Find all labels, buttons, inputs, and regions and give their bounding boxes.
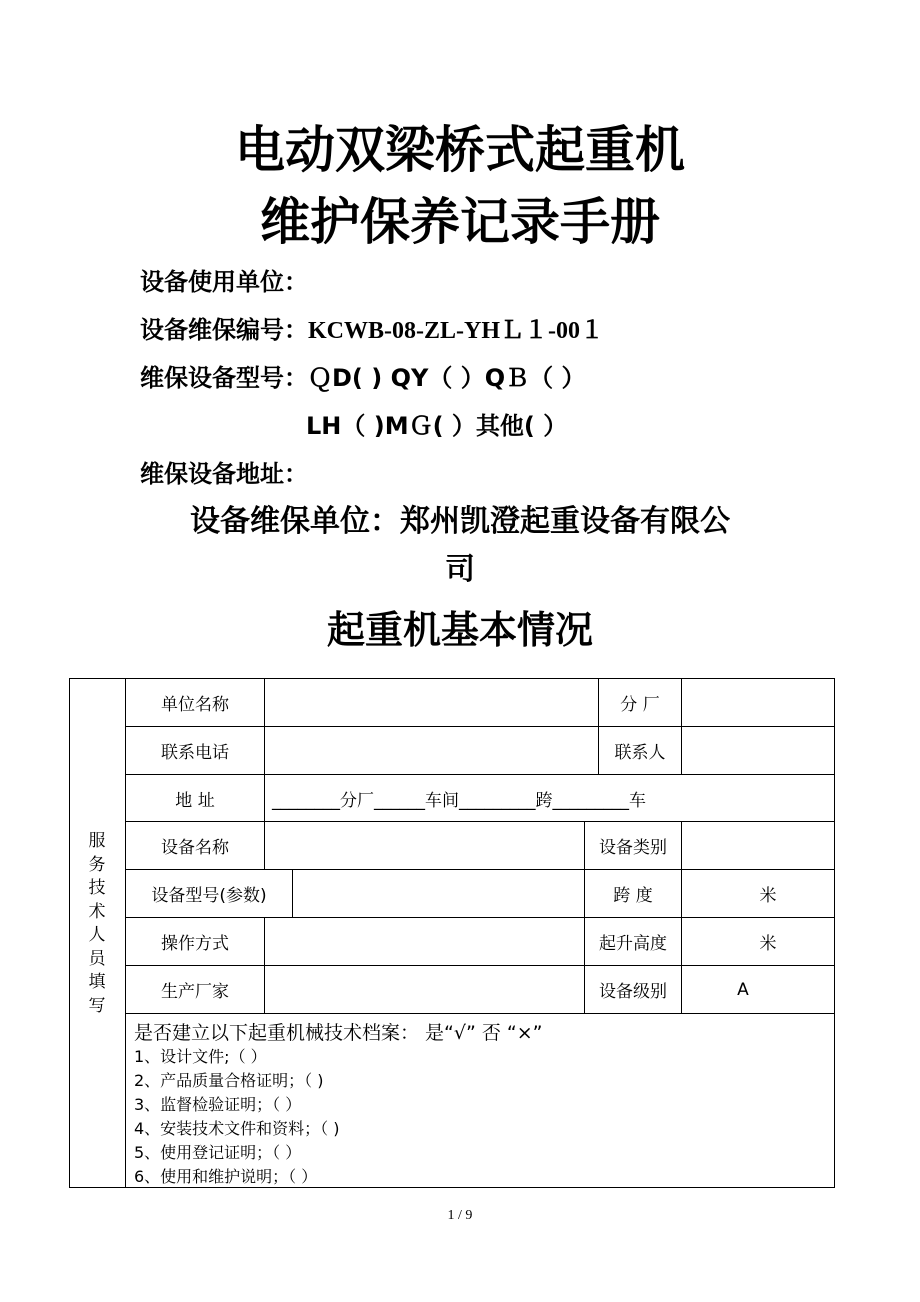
field-code <box>140 314 604 347</box>
section-title: 起重机基本情况 <box>326 608 593 652</box>
side-char: 技 <box>88 878 106 898</box>
side-label <box>70 830 124 1018</box>
checklist-title: 是否建立以下起重机械技术档案： 是“√” 否 “×” <box>134 1022 543 1044</box>
side-char: 员 <box>88 948 106 969</box>
field-address: 维保设备地址： <box>140 460 308 488</box>
row-divider <box>125 1013 835 1014</box>
col-divider <box>681 678 682 774</box>
col-divider <box>264 917 265 1013</box>
checklist-item: 1、设计文件;（ ） <box>134 1047 267 1066</box>
checklist-item: 2、产品质量合格证明；（ ) <box>134 1071 324 1090</box>
table-border-bottom <box>69 1187 835 1188</box>
lift-unit: 米 <box>759 934 777 954</box>
field-code-label: 设备维保编号： <box>140 316 308 344</box>
side-char: 服 <box>88 831 106 851</box>
checklist-item: 4、安装技术文件和资料；（ ) <box>134 1119 340 1138</box>
document-title-line1: 电动双梁桥式起重机 <box>235 121 685 179</box>
side-char: 务 <box>88 854 106 875</box>
checklist-item: 6、使用和维护说明；（ ） <box>134 1167 318 1186</box>
label-branch: 分 厂 <box>620 695 660 715</box>
label-phone: 联系电话 <box>161 743 229 763</box>
span-unit: 米 <box>759 886 777 906</box>
side-char: 写 <box>88 995 106 1016</box>
label-device-grade: 设备级别 <box>599 982 667 1002</box>
checklist-item: 5、使用登记证明；（ ） <box>134 1143 302 1162</box>
field-model-row2: LH（ )MＧ( ）其他( ） <box>306 412 568 440</box>
side-char: 术 <box>88 901 106 922</box>
company-line1: 设备维保单位：郑州凯澄起重设备有限公 <box>190 504 730 539</box>
address-fill: ________分厂______车间_________跨_________车 <box>272 790 646 811</box>
col-divider <box>264 678 265 821</box>
field-model-row1: 维保设备型号：ＱD( ) QY（ ）QＢ（ ） <box>140 364 586 392</box>
label-contact: 联系人 <box>614 743 666 763</box>
label-device-category: 设备类别 <box>599 838 667 858</box>
field-code-value: KCWB-08-ZL-YHＬ１-00１ <box>308 318 604 344</box>
field-unit: 设备使用单位： <box>140 268 308 296</box>
label-unit-name: 单位名称 <box>161 695 229 715</box>
label-operation: 操作方式 <box>161 934 229 954</box>
label-manufacturer: 生产厂家 <box>161 982 229 1002</box>
label-span: 跨 度 <box>613 886 653 906</box>
label-device-name: 设备名称 <box>161 838 229 858</box>
label-lift-height: 起升高度 <box>599 934 667 954</box>
page-number: 1 / 9 <box>447 1208 473 1223</box>
col-divider <box>292 869 293 917</box>
side-char: 人 <box>88 925 106 945</box>
checklist-item: 3、监督检验证明；（ ） <box>134 1095 302 1114</box>
col-divider <box>264 821 265 869</box>
side-char: 填 <box>88 972 106 992</box>
label-address: 地 址 <box>175 790 215 811</box>
company-line2: 司 <box>445 552 475 587</box>
label-device-model: 设备型号(参数) <box>151 886 267 906</box>
grade-value: A <box>737 979 749 1000</box>
document-title-line2: 维护保养记录手册 <box>260 193 660 251</box>
